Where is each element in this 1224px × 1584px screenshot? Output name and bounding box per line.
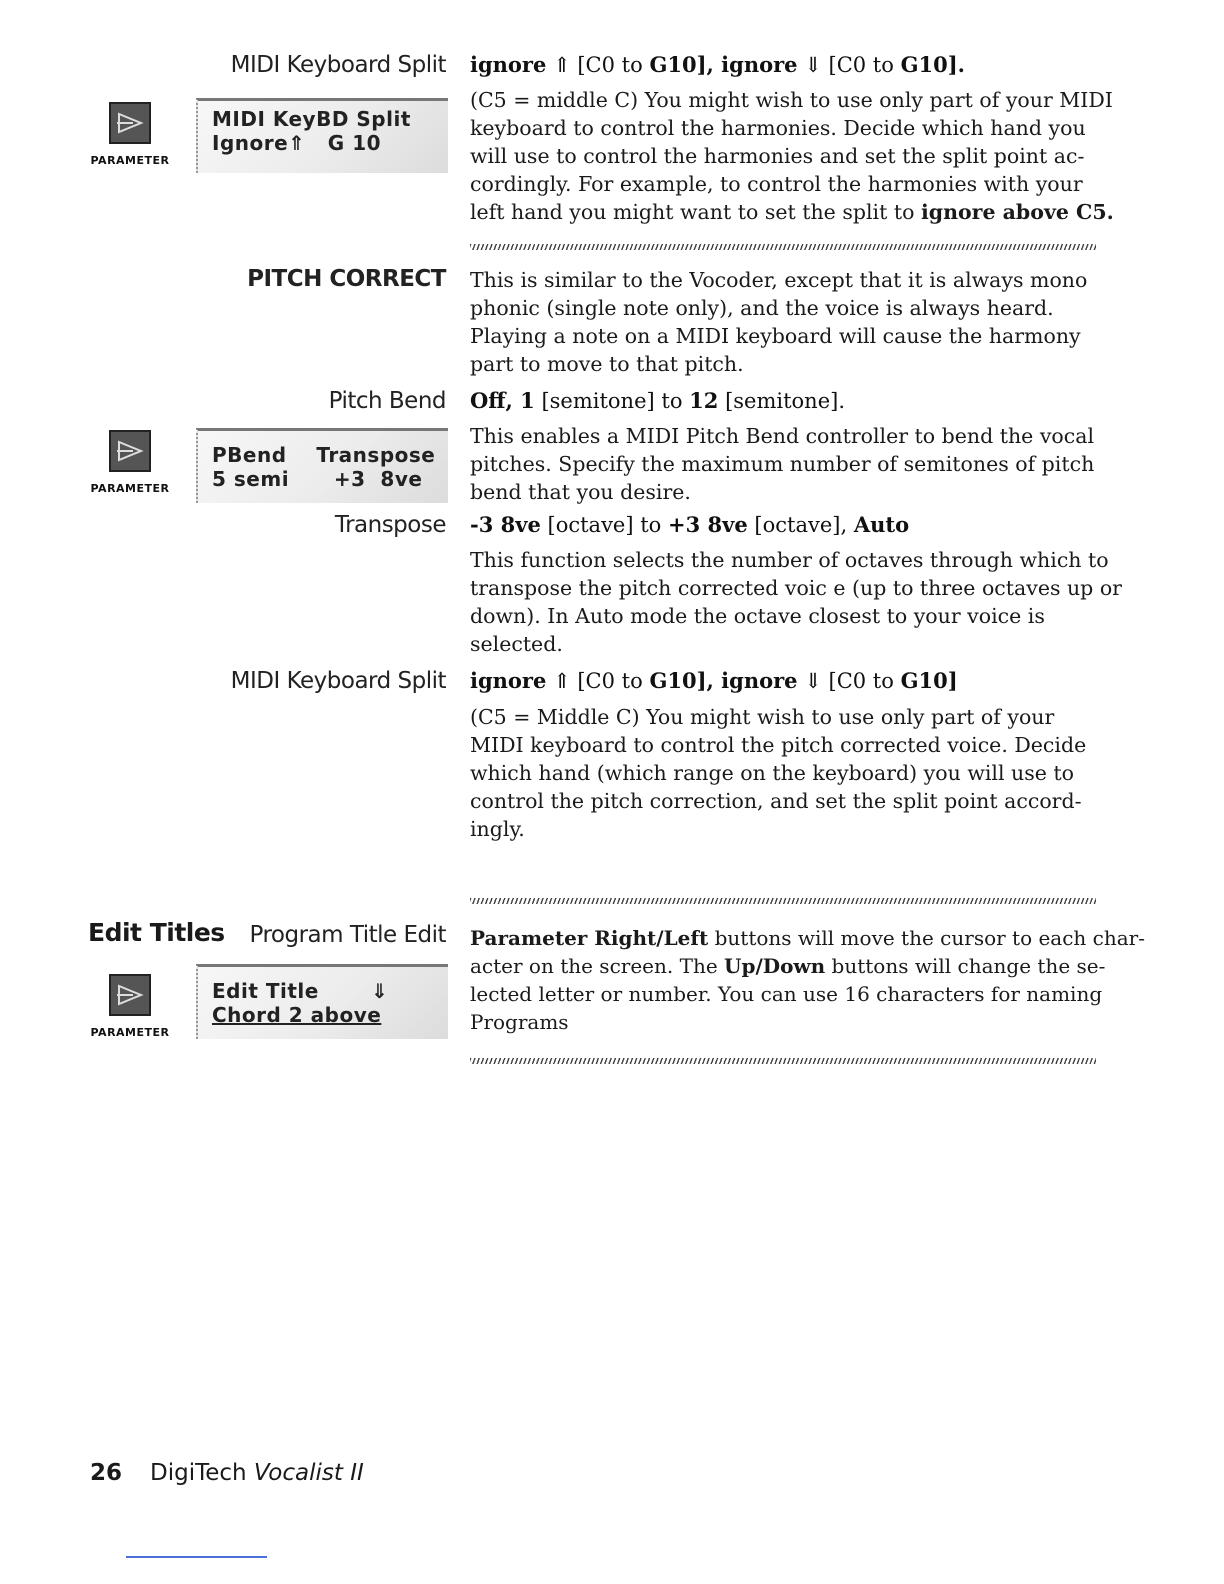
lcd-display-pitch-bend	[196, 428, 448, 503]
midi-split-range-2: ignore ⇑ [C0 to G10], ignore ⇓ [C0 to G10]	[470, 668, 958, 693]
pitch-correct-heading: PITCH CORRECT	[247, 266, 446, 292]
parameter-label: PARAMETER	[90, 482, 170, 495]
parameter-icon	[109, 102, 151, 144]
midi-keyboard-split-label-2: MIDI Keyboard Split	[230, 668, 446, 694]
page-number: 26	[90, 1460, 123, 1486]
parameter-button-2	[85, 430, 175, 495]
midi-keyboard-split-label: MIDI Keyboard Split	[230, 52, 446, 78]
transpose-range: -3 8ve [octave] to +3 8ve [octave], Auto	[470, 512, 910, 537]
parameter-label: PARAMETER	[90, 1026, 170, 1039]
lcd-line-2: Chord 2 above	[212, 1003, 382, 1027]
bottom-link-underline	[126, 1556, 267, 1558]
transpose-description: This function selects the number of octaves through which to transpose the pitch corrected voic e (up to three octaves up or down). In Auto mode the octave closest to your voice is selected.	[470, 548, 1122, 656]
midi-split-range: ignore ⇑ [C0 to G10], ignore ⇓ [C0 to G10].	[470, 52, 965, 77]
lcd-display-edit-title	[196, 964, 448, 1039]
midi-split-description: (C5 = middle C) You might wish to use only part of your MIDI keyboard to control the harmonies. Decide which hand you will use to control the harmonies and set the split point ac- cordingly. For example, to control the harmonies with your left hand you might want to set the split to ignore above C5.	[470, 88, 1114, 224]
lcd-display-midi-split	[196, 98, 448, 173]
program-title-edit-label: Program Title Edit	[249, 922, 446, 948]
edit-titles-description: Parameter Right/Left buttons will move the cursor to each char- acter on the screen. The Up/Down buttons will change the se- lected letter or number. You can use 16 characters for naming Programs	[470, 926, 1145, 1034]
footer-title: DigiTech Vocalist II	[150, 1460, 364, 1486]
lcd-line-1: MIDI KeyBD Split	[212, 107, 411, 131]
divider-rule	[470, 1058, 1096, 1064]
divider-rule	[470, 898, 1096, 904]
pitch-bend-description: This enables a MIDI Pitch Bend controller to bend the vocal pitches. Specify the maximum number of semitones of pitch bend that you desire.	[470, 424, 1095, 504]
parameter-button-1	[85, 102, 175, 167]
edit-titles-heading: Edit Titles	[88, 918, 225, 947]
transpose-label: Transpose	[334, 512, 446, 538]
midi-split-description-2: (C5 = Middle C) You might wish to use only part of your MIDI keyboard to control the pitch corrected voice. Decide which hand (which range on the keyboard) you will use to control the pitch correction, and set the split point accord- ingly.	[470, 705, 1087, 841]
lcd-line-1: Edit Title ⇓	[212, 979, 389, 1003]
parameter-icon	[109, 430, 151, 472]
parameter-button-3	[85, 974, 175, 1039]
lcd-line-2: 5 semi +3 8ve	[212, 467, 423, 491]
divider-rule	[470, 244, 1096, 250]
lcd-line-1: PBend Transpose	[212, 443, 436, 467]
pitch-correct-description: This is similar to the Vocoder, except that it is always mono phonic (single note only), and the voice is always heard. Playing a note on a MIDI keyboard will cause the harmony part to move to that pitch.	[470, 268, 1088, 376]
pitch-bend-range: Off, 1 [semitone] to 12 [semitone].	[470, 388, 846, 413]
parameter-icon	[109, 974, 151, 1016]
pitch-bend-label: Pitch Bend	[328, 388, 446, 414]
parameter-label: PARAMETER	[90, 154, 170, 167]
lcd-line-2: Ignore⇑ G 10	[212, 131, 382, 155]
